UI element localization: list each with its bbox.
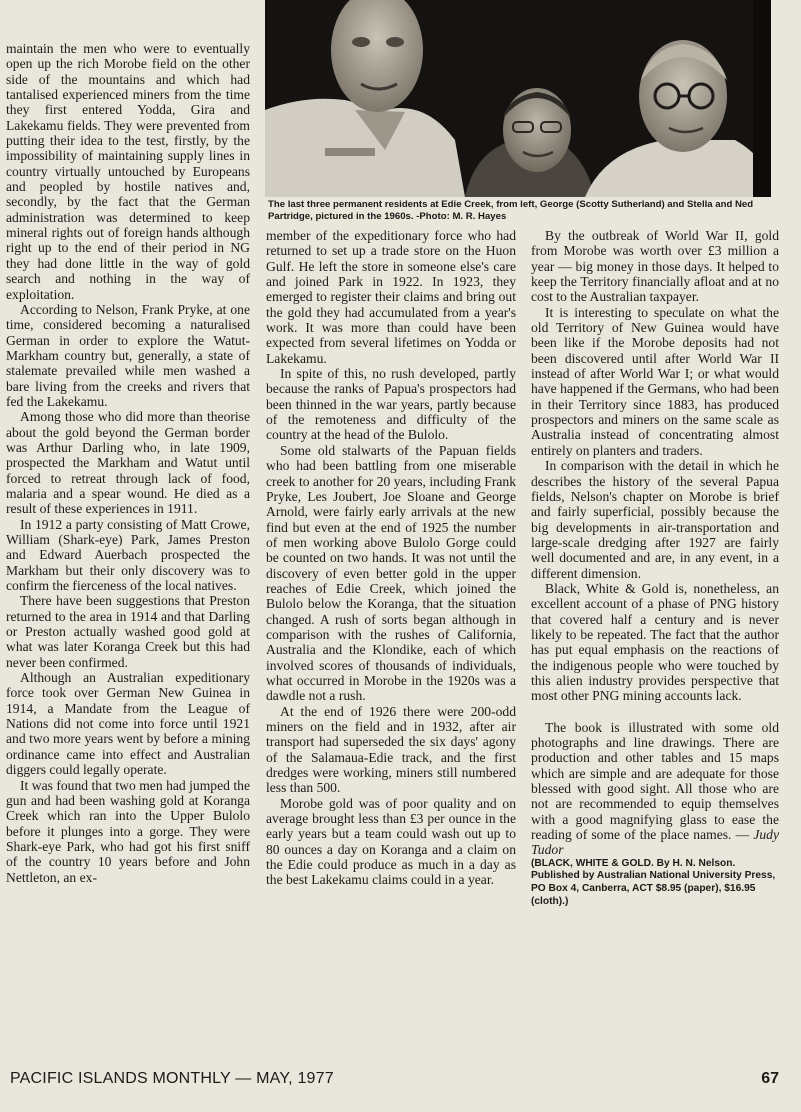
article-column-1 xyxy=(6,41,250,885)
paragraph-last xyxy=(531,720,779,858)
paragraph: member of the expeditionary force who had returned to set up a trade store on the Huon Gulf. He left the store in someone else's care and joined Park in 1922. In 1923, they emerged to register their claims and bring out the gold they had accumulated from a year's work. It was more than could have been expected from several lifetimes on Yodda or Lakekamu. xyxy=(266,228,516,366)
article-photo xyxy=(265,0,771,197)
paragraph: maintain the men who were to eventually open up the rich Morobe field on the other side of the mountains and which had tantalised experienced miners from the time they first entered Yodda, Gira and Lakekamu fields. They were prevented from putting their idea to the test, firstly, by the impossibility of maintaining supply lines in country virtually untouched by Europeans and peopled by hostile natives and, secondly, by the fact that the German administration was determined to keep mineral rights out of foreign hands although right up to the end of their period in NG they had done little in the way of gold search and nothing in the way of exploitation. xyxy=(6,41,250,302)
publication-name: PACIFIC ISLANDS MONTHLY — MAY, 1977 xyxy=(10,1070,334,1087)
paragraph: Black, White & Gold is, nonetheless, an excellent account of a phase of PNG history that covered half a century and is never likely to be repeated. The fact that the author has put equal emphasis on the reactions of the indigenous people who were touched by this alien industry provides perspective that most other PNG mining accounts lack. xyxy=(531,580,779,704)
paragraph: At the end of 1926 there were 200-odd miners on the field and in 1932, after air transport had superseded the six days' agony of the Salamaua-Edie track, and the first dredges were working, miners still numbered less than 500. xyxy=(266,703,516,796)
page-number: 67 xyxy=(761,1070,779,1087)
paragraph: Some old stalwarts of the Papuan fields who had been battling from one miserable creek to another for 20 years, including Frank Pryke, Les Joubert, Joe Sloane and George Arnold, were fairly early arrivals at the new find but even at the end of 1925 the number of men working above Bulolo Gorge could be counted on two hands. It was not until the discovery of even better gold in the upper reaches of Edie Creek, which joined the Bulolo below the Koranga, that the situation changed. A rush of sorts began although in comparison with the rushes of California, Australia and the Klondike, each of which involved scores of thousands of individuals, what occurred in Morobe in the 1920s was a dawdle not a rush. xyxy=(266,442,516,704)
paragraph-text: The book is illustrated with some old photographs and line drawings. There are production and other tables and 15 maps which are simple and are adequate for those blessed with good sight. All those who are not are recommended to equip themselves with a good magnifying glass to ease the reading of some of the place names. — xyxy=(531,719,779,843)
paragraph: It was found that two men had jumped the gun and had been washing gold at Koranga Creek which ran into the Upper Bulolo before it plunges into a gorge. They were Shark-eye Park, who had got his first sniff of the country 10 years before and John Nettleton, an ex- xyxy=(6,777,250,885)
article-column-3 xyxy=(531,228,779,908)
paragraph: Morobe gold was of poor quality and on average brought less than £3 per ounce in the early years but a team could wash out up to 80 ounces a day on Koranga and a claim on the Edie could produce as much in a day as the best Lakekamu claims could in a year. xyxy=(266,795,516,888)
paragraph: In spite of this, no rush developed, partly because the ranks of Papua's prospectors had been thinned in the war years, partly because of the remoteness and difficulty of the country at the head of the Bulolo. xyxy=(266,366,516,443)
paragraph: There have been suggestions that Preston returned to the area in 1914 and that Darling or Preston actually washed good gold at what was later Koranga Creek but this had never been confirmed. xyxy=(6,593,250,670)
photo-caption: The last three permanent residents at Edie Creek, from left, George (Scotty Sutherland) and Stella and Ned Partridge, pictured in the 1960s. -Photo: M. R. Hayes xyxy=(268,199,754,222)
photo-three-residents xyxy=(265,0,771,197)
paragraph: It is interesting to speculate on what the old Territory of New Guinea would have been like if the Morobe deposits had not been discovered until after World War II instead of after World War I; or what would have happened if the Germans, who had been in their Territory since 1883, has produced prospectors and miners on the same scale as Australia instead of concentrating almost entirely on planters and traders. xyxy=(531,304,779,458)
article-column-2 xyxy=(266,228,516,888)
paragraph: In comparison with the detail in which he describes the history of the several Papua fields, Nelson's chapter on Morobe is brief and fairly superficial, possibly because the big developments in air-transportation and large-scale dredging after 1927 are fairly well documented and are, in any event, in a different dimension. xyxy=(531,458,779,581)
paragraph: Although an Australian expeditionary force took over German New Guinea in 1914, a Mandate from the League of Nations did not come into force until 1921 and two more years went by before a mining ordinance came into effect and Australian diggers could legally operate. xyxy=(6,670,250,778)
paragraph: By the outbreak of World War II, gold from Morobe was worth over £3 million a year — big money in those days. It helped to keep the Territory financially afloat and at no cost to the Australian taxpayer. xyxy=(531,228,779,305)
book-citation: (BLACK, WHITE & GOLD. By H. N. Nelson. Published by Australian National University Press, PO Box 4, Canberra, ACT $8.95 (paper), $16.95 (cloth).) xyxy=(531,857,776,907)
author-byline: Judy Tudor xyxy=(531,827,779,858)
page-footer xyxy=(0,1068,801,1090)
paragraph: According to Nelson, Frank Pryke, at one time, considered becoming a naturalised German in order to explore the Watut-Markham country but, generally, a state of stalemate prevailed while men washed a bare living from the creeks and rivers that fed the Lakekamu. xyxy=(6,301,250,409)
paragraph: Among those who did more than theorise about the gold beyond the German border was Arthur Darling who, in late 1909, prospected the Markham and Watut until forced to retreat through lack of food, malaria and a spear wound. He died as a result of these experiences in 1911. xyxy=(6,409,250,517)
paragraph: In 1912 a party consisting of Matt Crowe, William (Shark-eye) Park, James Preston and Edward Auerbach prospected the Markham but their only discovery was to confirm the fierceness of the local natives. xyxy=(6,516,250,594)
